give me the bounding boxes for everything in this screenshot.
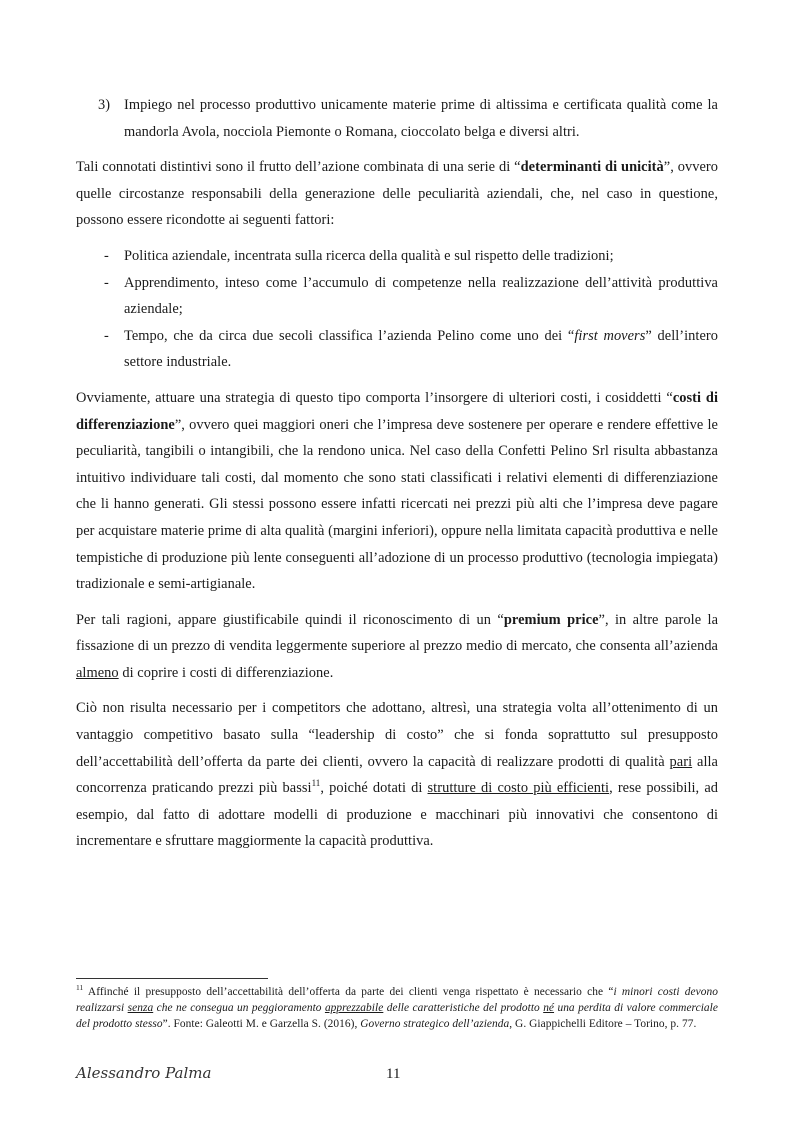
footnote	[76, 984, 718, 1033]
author-signature: Alessandro Palma	[76, 1064, 212, 1082]
underlined-word: senza	[127, 1002, 154, 1015]
numbered-list	[76, 92, 718, 145]
text-run: alla concorrenza praticando prezzi più bassi	[76, 753, 718, 797]
italic-term: first movers	[574, 327, 646, 344]
underlined-word: pari	[669, 753, 693, 770]
dash-bullet: -	[104, 247, 109, 264]
paragraph-leadership-costo	[76, 695, 718, 855]
text-run: , rese possibili, ad esempio, dal fatto di adottare modelli di produzione e macchinari più innovativi che consentono di incrementare e sfruttare maggiormente la capacità produttiva.	[76, 780, 718, 850]
text-run: ”, ovvero quelle circostanze responsabili della generazione delle peculiarità aziendali, che, nel caso in questione, possono essere ricondotte ai seguenti fattori:	[76, 159, 718, 229]
list-item	[76, 243, 718, 270]
bold-term-costi: costi di differenziazione	[76, 389, 718, 433]
list-item	[76, 270, 718, 323]
text-run: ” dell’intero settore industriale.	[124, 327, 718, 371]
text-run: Per tali ragioni, appare giustificabile quindi il riconoscimento di un “	[76, 611, 504, 628]
footnote-reference[interactable]: 11	[311, 778, 321, 789]
text-run: ”. Fonte: Galeotti M. e Garzella S. (2016),	[162, 1018, 361, 1031]
page-number: 11	[386, 1066, 401, 1082]
text-run: Tempo, che da circa due secoli classifica l’azienda Pelino come uno dei “	[124, 327, 575, 344]
dash-bullet: -	[104, 327, 109, 344]
underlined-word: né	[543, 1002, 555, 1015]
text-run: Ciò non risulta necessario per i competitors che adottano, altresì, una strategia volta all’ottenimento di un vantaggio competitivo basato sulla “leadership di costo” che si fonda soprattutto sul presupposto dell’accettabilità dell’offerta da parte dei clienti, ovvero la capacità di realizzare prodotti di qualità	[76, 700, 718, 770]
book-title: Governo strategico dell’azienda	[360, 1018, 510, 1031]
dash-bullet: -	[104, 274, 109, 291]
list-item-text: Impiego nel processo produttivo unicamente materie prime di altissima e certificata qualità come la mandorla Avola, nocciola Piemonte o Romana, cioccolato belga e diversi altri.	[124, 97, 718, 140]
text-run: Ovviamente, attuare una strategia di questo tipo comporta l’insorgere di ulteriori costi, i cosiddetti “	[76, 389, 673, 406]
text-run: che ne consegua un peggioramento	[153, 1002, 325, 1015]
text-run: di coprire i costi di differenziazione.	[118, 664, 334, 681]
body-content	[76, 92, 718, 864]
underlined-word: apprezzabile	[324, 1002, 384, 1015]
footnote-divider	[76, 978, 268, 979]
text-run: ”, ovvero quei maggiori oneri che l’impresa deve sostenere per operare e rendere effettive le peculiarità, tangibili o intangibili, che la rendono unica. Nel caso della Confetti Pelino Srl risulta abbastanza intuitivo individuare tali costi, dal momento che sono stati classificati i relativi elementi di differenziazione che li hanno generati. Gli stessi possono essere infatti ricercati nei prezzi più alti che l’impresa deve pagare per acquistare materie prime di alta qualità (margini inferiori), oppure nella limitata capacità produttiva e nelle tempistiche di produzione più lente conseguenti all’adozione di un processo produttivo (tecnologia impiegata) tradizionale e semi-artigianale.	[76, 416, 718, 593]
text-run: una perdita di valore commerciale del prodotto stesso	[76, 1002, 718, 1031]
bold-term-premium: premium price	[503, 611, 599, 628]
text-run: i minori costi devono realizzarsi	[76, 986, 718, 1015]
footnote-number: 11	[76, 983, 84, 993]
list-number: 3)	[98, 97, 111, 113]
text-run: ”, in altre parole la fissazione di un prezzo di vendita leggermente superiore al prezzo medio di mercato, che consenta all’azienda	[76, 611, 719, 655]
text-run: delle caratteristiche del prodotto	[383, 1002, 544, 1015]
underlined-phrase: strutture di costo più efficienti	[427, 780, 610, 797]
underlined-word: almeno	[76, 664, 119, 681]
text-run: Affinché il presupposto dell’accettabilità dell’offerta da parte dei clienti venga rispettato è necessario che “	[83, 986, 614, 998]
bold-term-determinanti: determinanti di unicità	[520, 159, 664, 176]
factor-politica: Politica aziendale, incentrata sulla ricerca della qualità e sul rispetto delle tradizioni;	[124, 247, 614, 264]
list-item-3	[76, 92, 718, 145]
text-run: , poiché dotati di	[320, 780, 428, 797]
factor-tempo	[124, 323, 718, 376]
footnote-text	[76, 984, 718, 1033]
list-item	[76, 323, 718, 376]
text-run: , G. Giappichelli Editore – Torino, p. 77.	[509, 1018, 697, 1031]
paragraph-costi-differenziazione	[76, 385, 718, 598]
text-run: Tali connotati distintivi sono il frutto dell’azione combinata di una serie di “	[76, 159, 521, 176]
paragraph-determinanti	[76, 154, 718, 234]
paragraph-premium-price	[76, 607, 718, 687]
factor-apprendimento: Apprendimento, inteso come l’accumulo di competenze nella realizzazione dell’attività produttiva aziendale;	[124, 274, 718, 318]
factors-list	[76, 243, 718, 376]
